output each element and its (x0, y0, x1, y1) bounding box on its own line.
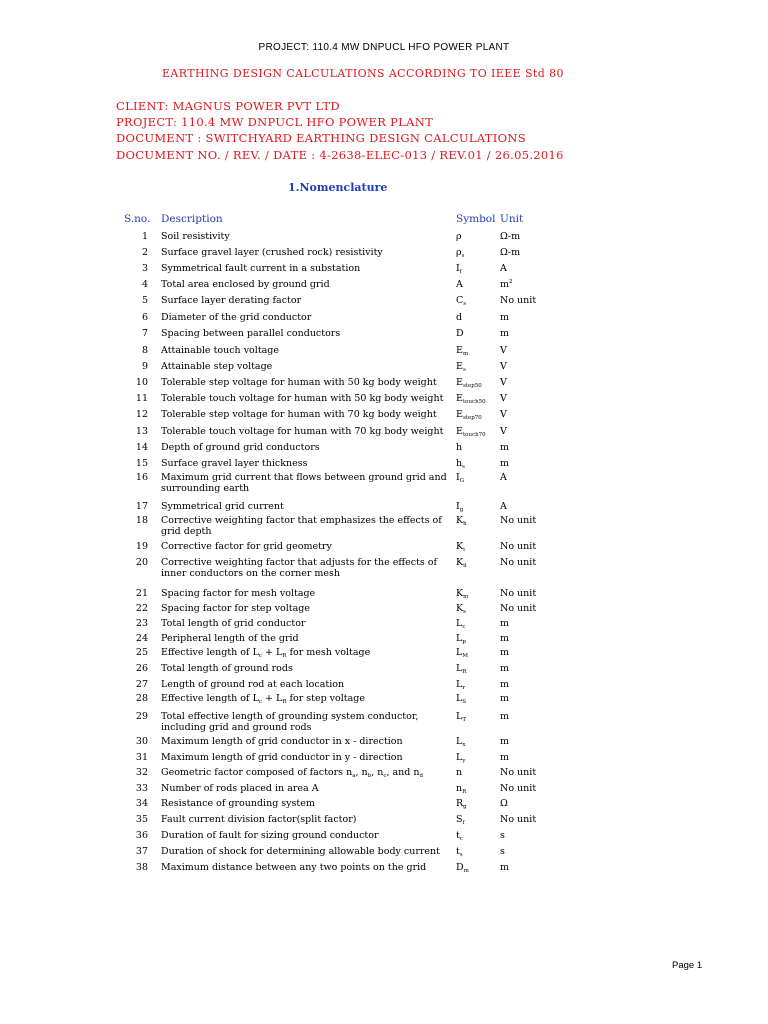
row-symbol: h (456, 442, 463, 453)
document-title: EARTHING DESIGN CALCULATIONS ACCORDING TO IEEE Std 80 (162, 67, 564, 80)
row-symbol: $I_g$ (456, 501, 464, 513)
row-symbol: $t_c$ (456, 830, 463, 842)
row-symbol: $L_r$ (456, 679, 465, 691)
row-description: Total length of grid conductor (161, 618, 306, 629)
header-sno: S.no. (124, 213, 151, 225)
row-unit: m (500, 458, 510, 469)
row-symbol: $K_i$ (456, 541, 465, 553)
row-number: 38 (135, 862, 148, 873)
row-symbol: d (456, 312, 463, 323)
row-number: 30 (135, 736, 148, 747)
row-description: Resistance of grounding system (161, 798, 315, 809)
row-unit: m (500, 679, 510, 690)
row-description: Surface gravel layer thickness (161, 458, 308, 469)
row-unit: m (500, 693, 510, 704)
row-unit: No unit (500, 515, 537, 526)
row-number: 25 (135, 647, 148, 658)
row-description: Symmetrical grid current (161, 501, 284, 512)
row-number: 3 (141, 263, 148, 274)
row-number: 12 (135, 409, 148, 420)
row-symbol: $R_g$ (456, 798, 467, 810)
row-symbol: $L_S$ (456, 693, 467, 705)
row-unit: A (500, 472, 507, 483)
row-unit: m (500, 752, 510, 763)
row-unit: m (500, 711, 510, 722)
row-description: Length of ground rod at each location (161, 679, 345, 690)
header-unit: Unit (500, 213, 524, 225)
row-number: 19 (135, 541, 148, 552)
row-description: Tolerable step voltage for human with 70 kg body weight (161, 409, 437, 420)
page-number: Page 1 (672, 960, 703, 971)
row-unit: m (500, 328, 510, 339)
row-unit: Ω-m (500, 231, 521, 242)
row-number: 14 (135, 442, 148, 453)
row-symbol: $L_R$ (456, 663, 467, 675)
row-number: 36 (135, 830, 148, 841)
row-unit: Ω-m (500, 247, 521, 258)
row-number: 15 (135, 458, 148, 469)
row-symbol: $K_h$ (456, 515, 467, 527)
row-symbol: $L_p$ (456, 633, 466, 645)
row-unit: m (500, 618, 510, 629)
row-number: 13 (135, 426, 148, 437)
row-description: Total area enclosed by ground grid (161, 279, 330, 290)
row-symbol: $L_x$ (456, 736, 466, 748)
row-description: Geometric factor composed of factors $n_a$, $n_b$, $n_c$, and $n_d$ (161, 767, 424, 779)
row-number: 11 (135, 393, 148, 404)
row-number: 8 (141, 345, 148, 356)
row-number: 6 (141, 312, 148, 323)
row-number: 10 (135, 377, 148, 388)
row-unit: V (500, 409, 507, 420)
row-description: Symmetrical fault current in a substation (161, 263, 361, 274)
row-symbol: $L_T$ (456, 711, 466, 723)
row-symbol: $D_m$ (456, 862, 469, 874)
row-description: Peripheral length of the grid (161, 633, 299, 644)
row-description: Tolerable step voltage for human with 50 kg body weight (161, 377, 437, 388)
row-symbol: $E_s$ (456, 361, 466, 373)
row-number: 7 (141, 328, 148, 339)
row-unit: No unit (500, 814, 537, 825)
row-symbol: $E_{touch70}$ (456, 426, 486, 438)
row-symbol: $I_f$ (456, 263, 462, 275)
row-number: 5 (141, 295, 148, 306)
project-line: PROJECT: 110.4 MW DNPUCL HFO POWER PLANT (116, 115, 434, 129)
row-unit: s (500, 830, 505, 841)
row-number: 16 (135, 472, 148, 483)
row-number: 27 (135, 679, 148, 690)
row-number: 4 (141, 279, 148, 290)
row-description: Maximum length of grid conductor in y - direction (161, 752, 403, 763)
row-symbol: $C_s$ (456, 295, 467, 307)
row-number: 31 (135, 752, 148, 763)
row-unit: m (500, 862, 510, 873)
page-header: PROJECT: 110.4 MW DNPUCL HFO POWER PLANT (258, 42, 510, 53)
row-symbol: $L_c$ (456, 618, 466, 630)
row-unit: V (500, 361, 507, 372)
row-description: Corrective factor for grid geometry (161, 541, 332, 552)
row-description: Corrective weighting factor that adjusts for the effects of inner conductors on the corner mesh (161, 557, 438, 579)
row-unit: V (500, 377, 507, 388)
row-description: Tolerable touch voltage for human with 70 kg body weight (161, 426, 444, 437)
row-description: Depth of ground grid conductors (161, 442, 320, 453)
row-number: 1 (141, 231, 148, 242)
row-symbol: $L_y$ (456, 752, 466, 764)
row-description: Total length of ground rods (161, 663, 293, 674)
row-unit: m (500, 442, 510, 453)
row-number: 9 (141, 361, 148, 372)
row-unit: V (500, 393, 507, 404)
row-symbol: $n_R$ (456, 783, 467, 795)
row-description: Diameter of the grid conductor (161, 312, 312, 323)
row-description: Attainable touch voltage (161, 345, 279, 356)
row-number: 28 (135, 693, 148, 704)
row-number: 21 (135, 588, 148, 599)
row-symbol: n (456, 767, 463, 778)
row-symbol: $K_m$ (456, 588, 469, 600)
row-unit: A (500, 263, 507, 274)
row-number: 37 (135, 846, 148, 857)
header-symbol: Symbol (456, 213, 496, 225)
row-unit: m (500, 736, 510, 747)
row-unit: m (500, 663, 510, 674)
row-number: 18 (135, 515, 148, 526)
row-symbol: $S_f$ (456, 814, 465, 826)
row-description: Effective length of $L_c + L_R$ for mesh voltage (161, 647, 371, 659)
row-symbol: $L_M$ (456, 647, 468, 659)
row-unit: $m^2$ (500, 279, 513, 290)
section-title: 1.Nomenclature (288, 181, 388, 194)
row-unit: V (500, 345, 507, 356)
client-line: CLIENT: MAGNUS POWER PVT LTD (116, 99, 340, 113)
row-unit: No unit (500, 557, 537, 568)
row-number: 22 (135, 603, 148, 614)
row-number: 2 (141, 247, 148, 258)
row-symbol: $E_{touch50}$ (456, 393, 486, 405)
row-description: Duration of fault for sizing ground conductor (161, 830, 379, 841)
row-unit: m (500, 633, 510, 644)
row-symbol: $t_s$ (456, 846, 463, 858)
row-symbol: $h_s$ (456, 458, 465, 470)
row-description: Spacing factor for step voltage (161, 603, 310, 614)
row-description: Attainable step voltage (161, 361, 273, 372)
row-unit: No unit (500, 588, 537, 599)
row-symbol: A (456, 279, 463, 290)
row-description: Total effective length of grounding system conductor, including grid and ground rods (161, 711, 419, 733)
row-description: Tolerable touch voltage for human with 50 kg body weight (161, 393, 444, 404)
row-description: Spacing factor for mesh voltage (161, 588, 316, 599)
row-unit: No unit (500, 541, 537, 552)
row-description: Maximum grid current that flows between ground grid and surrounding earth (161, 472, 447, 494)
row-symbol: $E_m$ (456, 345, 469, 357)
row-unit: A (500, 501, 507, 512)
row-number: 32 (135, 767, 148, 778)
row-description: Maximum distance between any two points on the grid (161, 862, 427, 873)
row-symbol: ρ (456, 231, 462, 242)
row-unit: Ω (500, 798, 508, 809)
header-description: Description (161, 213, 223, 225)
row-unit: m (500, 647, 510, 658)
row-description: Maximum length of grid conductor in x - direction (161, 736, 403, 747)
row-number: 17 (135, 501, 148, 512)
row-unit: No unit (500, 783, 537, 794)
row-unit: m (500, 312, 510, 323)
row-description: Surface layer derating factor (161, 295, 302, 306)
row-unit: No unit (500, 767, 537, 778)
row-unit: No unit (500, 295, 537, 306)
row-description: Surface gravel layer (crushed rock) resistivity (161, 247, 383, 258)
row-number: 34 (135, 798, 148, 809)
row-description: Duration of shock for determining allowable body current (161, 846, 440, 857)
row-symbol: $E_{step50}$ (456, 377, 482, 389)
row-symbol: $I_G$ (456, 472, 465, 484)
row-number: 26 (135, 663, 148, 674)
row-number: 35 (135, 814, 148, 825)
row-symbol: $K_s$ (456, 603, 466, 615)
row-number: 33 (135, 783, 148, 794)
row-description: Spacing between parallel conductors (161, 328, 341, 339)
row-unit: No unit (500, 603, 537, 614)
row-description: Effective length of $L_c + L_R$ for step voltage (161, 693, 365, 705)
row-number: 23 (135, 618, 148, 629)
row-symbol: $K_{ii}$ (456, 557, 467, 569)
row-description: Fault current division factor(split factor) (161, 814, 357, 825)
row-number: 20 (135, 557, 148, 568)
row-description: Soil resistivity (161, 231, 230, 242)
row-description: Corrective weighting factor that emphasizes the effects of grid depth (161, 515, 442, 537)
row-symbol: $E_{step70}$ (456, 409, 482, 421)
row-unit: s (500, 846, 505, 857)
row-unit: V (500, 426, 507, 437)
row-symbol: D (456, 328, 464, 339)
document-number-line: DOCUMENT NO. / REV. / DATE : 4-2638-ELEC-013 / REV.01 / 26.05.2016 (116, 148, 564, 162)
document-line: DOCUMENT : SWITCHYARD EARTHING DESIGN CALCULATIONS (116, 131, 526, 145)
row-number: 29 (135, 711, 148, 722)
row-number: 24 (135, 633, 148, 644)
row-symbol: $\rho_s$ (456, 247, 465, 259)
row-description: Number of rods placed in area A (161, 783, 319, 794)
